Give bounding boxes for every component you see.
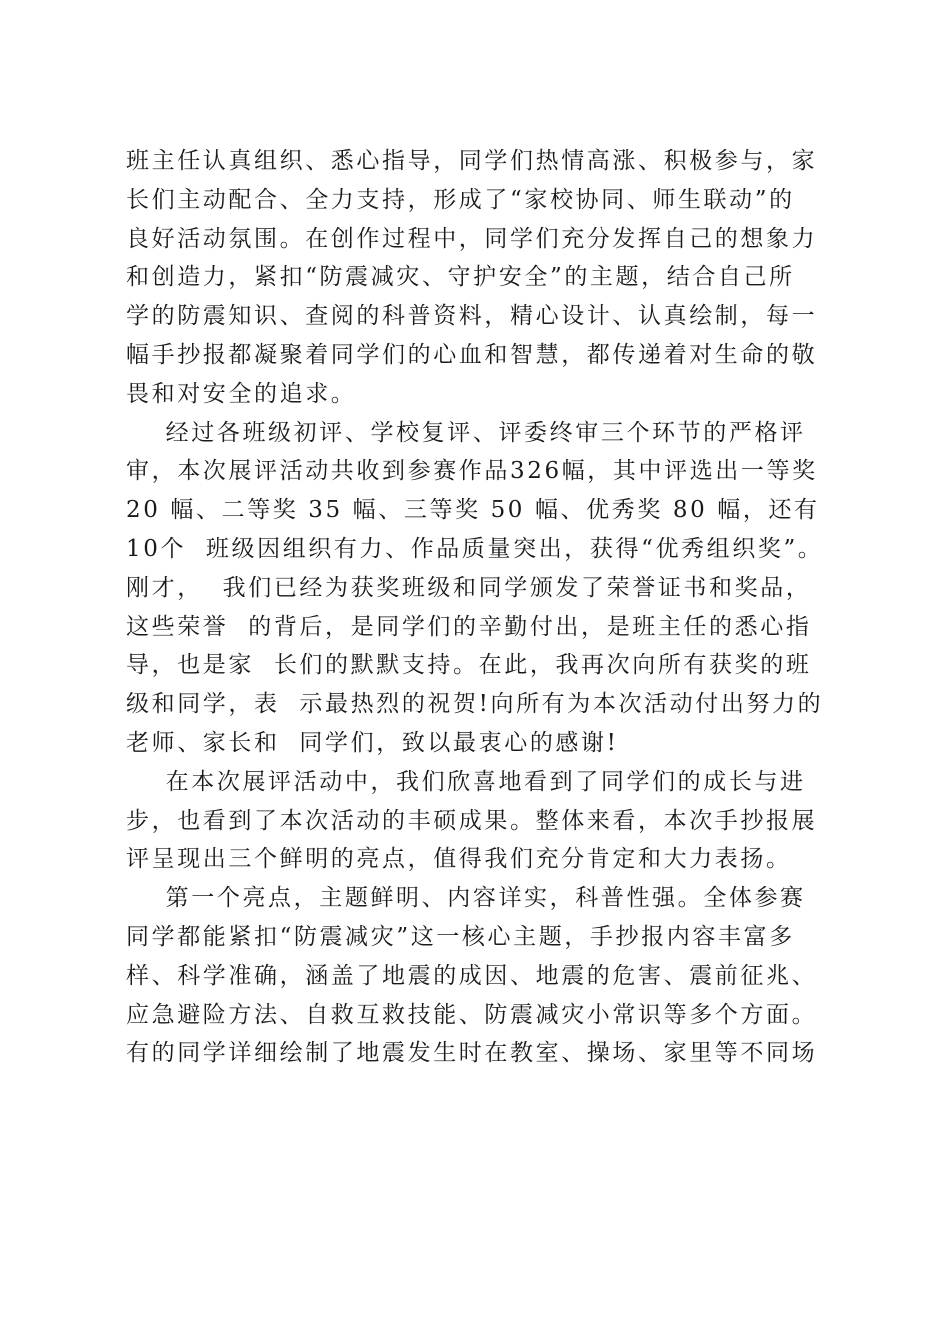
- text-line: 幅手抄报都凝聚着同学们的心血和智慧，都传递着对生命的敬: [126, 341, 818, 368]
- text-line: 和创造力，紧扣“防震减灾、守护安全”的主题，结合自己所: [126, 264, 795, 291]
- text-line: 应急避险方法、自救互救技能、防震减灾小常识等多个方面。: [126, 1001, 818, 1028]
- text-line: 级和同学，表 示最热烈的祝贺!向所有为本次活动付出努力的: [126, 691, 824, 718]
- text-line: 班主任认真组织、悉心指导，同学们热情高涨、积极参与，家: [126, 148, 818, 174]
- text-line: 步，也看到了本次活动的丰硕成果。整体来看，本次手抄报展: [126, 807, 818, 834]
- text-line: 学的防震知识、查阅的科普资料，精心设计、认真绘制，每一: [126, 303, 818, 330]
- text-line: 刚才， 我们已经为获奖班级和同学颁发了荣誉证书和奖品，: [126, 574, 812, 601]
- text-line: 样、科学准确，涵盖了地震的成因、地震的危害、震前征兆、: [126, 962, 818, 989]
- text-line: 同学都能紧扣“防震减灾”这一核心主题，手抄报内容丰富多: [126, 923, 795, 950]
- text-line: 畏和对安全的追求。: [126, 380, 357, 407]
- text-line: 这些荣誉 的背后，是同学们的辛勤付出，是班主任的悉心指: [126, 613, 812, 640]
- text-line: 有的同学详细绘制了地震发生时在教室、操场、家里等不同场: [126, 1040, 818, 1067]
- text-line: 10个 班级因组织有力、作品质量突出，获得“优秀组织奖”。: [126, 535, 824, 562]
- text-line: 良好活动氛围。在创作过程中，同学们充分发挥自己的想象力: [126, 225, 818, 252]
- text-line: 老师、家长和 同学们，致以最衷心的感谢!: [126, 729, 619, 756]
- text-line: 长们主动配合、全力支持，形成了“家校协同、师生联动”的: [126, 186, 795, 213]
- text-line: 20 幅、二等奖 35 幅、三等奖 50 幅、优秀奖 80 幅，还有: [126, 497, 820, 524]
- text-line: 评呈现出三个鲜明的亮点，值得我们充分肯定和大力表扬。: [126, 846, 792, 873]
- body-text: [126, 142, 826, 1073]
- text-line: 在本次展评活动中，我们欣喜地看到了同学们的成长与进: [126, 768, 806, 795]
- text-line: 导，也是家 长们的默默支持。在此，我再次向所有获奖的班: [126, 652, 812, 679]
- text-line: 审，本次展评活动共收到参赛作品326幅，其中评选出一等奖: [126, 458, 818, 485]
- text-line: 经过各班级初评、学校复评、评委终审三个环节的严格评: [126, 419, 806, 446]
- text-line: 第一个亮点，主题鲜明、内容详实，科普性强。全体参赛: [126, 885, 806, 912]
